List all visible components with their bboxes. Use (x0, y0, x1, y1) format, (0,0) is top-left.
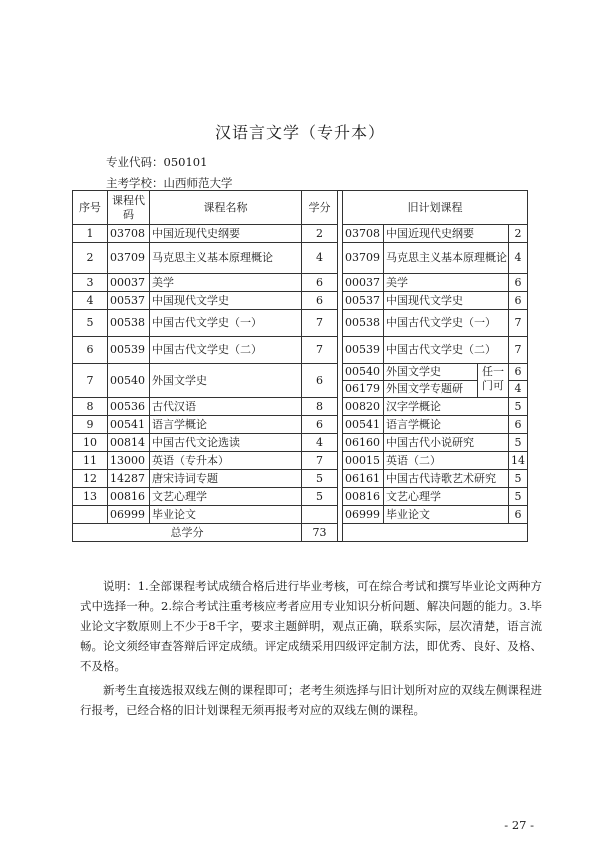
old-credit: 14 (509, 452, 528, 470)
old-name: 中国现代文学史 (384, 292, 509, 310)
old-name: 毕业论文 (384, 506, 509, 524)
row-code: 06999 (108, 506, 150, 524)
note-registration: 新考生直接选报双线左侧的课程即可；老考生须选择与旧计划所对应的双线左侧课程进行报考，已经合格的旧计划课程无须再报考对应的双线左侧的课程。 (80, 683, 542, 717)
old-code: 06179 (343, 381, 384, 398)
row-seq: 7 (73, 364, 108, 398)
row-credit: 7 (302, 337, 338, 364)
old-code: 00037 (343, 274, 384, 292)
row-name: 中国古代文论选读 (150, 434, 302, 452)
old-code: 00540 (343, 364, 384, 381)
page-title: 汉语言文学（专升本） (214, 123, 385, 142)
table-row (73, 337, 528, 364)
row-credit: 7 (302, 310, 338, 337)
table-row (73, 416, 528, 434)
row-name: 中国古代文学史（一） (150, 310, 302, 337)
old-credit: 5 (509, 434, 528, 452)
table-row (73, 225, 528, 243)
old-name: 美学 (384, 274, 509, 292)
old-code: 00816 (343, 488, 384, 506)
row-code: 14287 (108, 470, 150, 488)
old-code: 00538 (343, 310, 384, 337)
row-credit (302, 506, 338, 524)
table-row (73, 310, 528, 337)
course-table (72, 190, 528, 542)
old-code: 00539 (343, 337, 384, 364)
header-old-plan: 旧计划课程 (343, 191, 528, 225)
row-seq: 10 (73, 434, 108, 452)
old-name: 中国古代小说研究 (384, 434, 509, 452)
row-seq: 1 (73, 225, 108, 243)
table-row (73, 243, 528, 274)
old-code: 00541 (343, 416, 384, 434)
row-code: 00814 (108, 434, 150, 452)
row-name: 中国近现代史纲要 (150, 225, 302, 243)
total-label: 总学分 (73, 524, 302, 542)
row-code: 03709 (108, 243, 150, 274)
note-explanation: 说明：1.全部课程考试成绩合格后进行毕业考核，可在综合考试和撰写毕业论文两种方式中选择一种。2.综合考试注重考核应考者应用专业知识分析问题、解决问题的能力。3.毕业论文字数原则上不少于8千字，要求主题鲜明，观点正确，联系实际，层次清楚，语言流畅。论文须经审查答辩后评定成绩。评定成绩采用四级评定制方法，即优秀、良好、及格、不及格。 (80, 579, 542, 673)
row-credit: 6 (302, 364, 338, 398)
old-name: 外国文学史 (384, 364, 478, 381)
old-name: 中国古代诗歌艺术研究 (384, 470, 509, 488)
row-code: 03708 (108, 225, 150, 243)
row-seq: 9 (73, 416, 108, 434)
total-credit: 73 (302, 524, 338, 542)
old-name: 语言学概论 (384, 416, 509, 434)
row-code: 13000 (108, 452, 150, 470)
old-credit: 5 (509, 488, 528, 506)
row-name: 马克思主义基本原理概论 (150, 243, 302, 274)
row-credit: 6 (302, 274, 338, 292)
old-credit: 7 (509, 310, 528, 337)
old-code: 00820 (343, 398, 384, 416)
row-code: 00816 (108, 488, 150, 506)
row-seq: 2 (73, 243, 108, 274)
old-code: 03708 (343, 225, 384, 243)
total-old-blank (343, 524, 528, 542)
old-code: 03709 (343, 243, 384, 274)
row-name: 中国现代文学史 (150, 292, 302, 310)
table-header-row (73, 191, 528, 225)
old-name: 中国近现代史纲要 (384, 225, 509, 243)
row-credit: 5 (302, 488, 338, 506)
old-code: 00015 (343, 452, 384, 470)
old-credit: 6 (509, 292, 528, 310)
row-name: 毕业论文 (150, 506, 302, 524)
old-name: 中国古代文学史（二） (384, 337, 509, 364)
old-credit: 6 (509, 506, 528, 524)
row-credit: 2 (302, 225, 338, 243)
old-name: 马克思主义基本原理概论 (384, 243, 509, 274)
old-code: 06161 (343, 470, 384, 488)
row-name: 英语（专升本） (150, 452, 302, 470)
row-credit: 6 (302, 292, 338, 310)
header-name: 课程名称 (150, 191, 302, 225)
host-school: 主考学校：山西师范大学 (106, 176, 233, 190)
row-seq: 13 (73, 488, 108, 506)
row-seq: 12 (73, 470, 108, 488)
page-number: - 27 - (504, 818, 534, 832)
row-code: 00537 (108, 292, 150, 310)
row-name: 外国文学史 (150, 364, 302, 398)
row-seq: 11 (73, 452, 108, 470)
row-seq: 3 (73, 274, 108, 292)
old-credit: 4 (509, 381, 528, 398)
row-seq: 8 (73, 398, 108, 416)
old-code: 06160 (343, 434, 384, 452)
old-credit: 5 (509, 398, 528, 416)
row-code: 00540 (108, 364, 150, 398)
row-name: 唐宋诗词专题 (150, 470, 302, 488)
old-name: 汉字学概论 (384, 398, 509, 416)
header-code: 课程代码 (108, 191, 150, 225)
old-name: 外国文学专题研 (384, 381, 478, 398)
old-name: 中国古代文学史（一） (384, 310, 509, 337)
old-credit: 4 (509, 243, 528, 274)
row-name: 古代汉语 (150, 398, 302, 416)
old-name: 文艺心理学 (384, 488, 509, 506)
row-code: 00536 (108, 398, 150, 416)
table-row (73, 364, 528, 381)
row-seq (73, 506, 108, 524)
row-seq: 5 (73, 310, 108, 337)
row-seq: 4 (73, 292, 108, 310)
notes (80, 576, 542, 720)
old-credit: 7 (509, 337, 528, 364)
row-name: 中国古代文学史（二） (150, 337, 302, 364)
table-row (73, 452, 528, 470)
row-credit: 8 (302, 398, 338, 416)
row-name: 美学 (150, 274, 302, 292)
row-code: 00539 (108, 337, 150, 364)
table-row (73, 506, 528, 524)
row-code: 00037 (108, 274, 150, 292)
table-row (73, 274, 528, 292)
row-code: 00538 (108, 310, 150, 337)
old-credit: 6 (509, 416, 528, 434)
row-credit: 6 (302, 416, 338, 434)
header-credit: 学分 (302, 191, 338, 225)
old-code: 06999 (343, 506, 384, 524)
elective-note: 任一门可 (482, 364, 504, 392)
row-code: 00541 (108, 416, 150, 434)
row-credit: 4 (302, 243, 338, 274)
old-credit: 6 (509, 364, 528, 381)
row-credit: 4 (302, 434, 338, 452)
row-credit: 5 (302, 470, 338, 488)
old-name: 英语（二） (384, 452, 509, 470)
row-name: 语言学概论 (150, 416, 302, 434)
row-name: 文艺心理学 (150, 488, 302, 506)
old-credit: 2 (509, 225, 528, 243)
total-row (73, 524, 528, 542)
table-row (73, 292, 528, 310)
elective-note-cell (478, 364, 509, 398)
table-row (73, 434, 528, 452)
table-row (73, 470, 528, 488)
row-seq: 6 (73, 337, 108, 364)
old-credit: 6 (509, 274, 528, 292)
table-row (73, 488, 528, 506)
table-row (73, 398, 528, 416)
old-code: 00537 (343, 292, 384, 310)
old-credit: 5 (509, 470, 528, 488)
major-code: 专业代码：050101 (106, 155, 208, 169)
header-seq: 序号 (73, 191, 108, 225)
row-credit: 7 (302, 452, 338, 470)
